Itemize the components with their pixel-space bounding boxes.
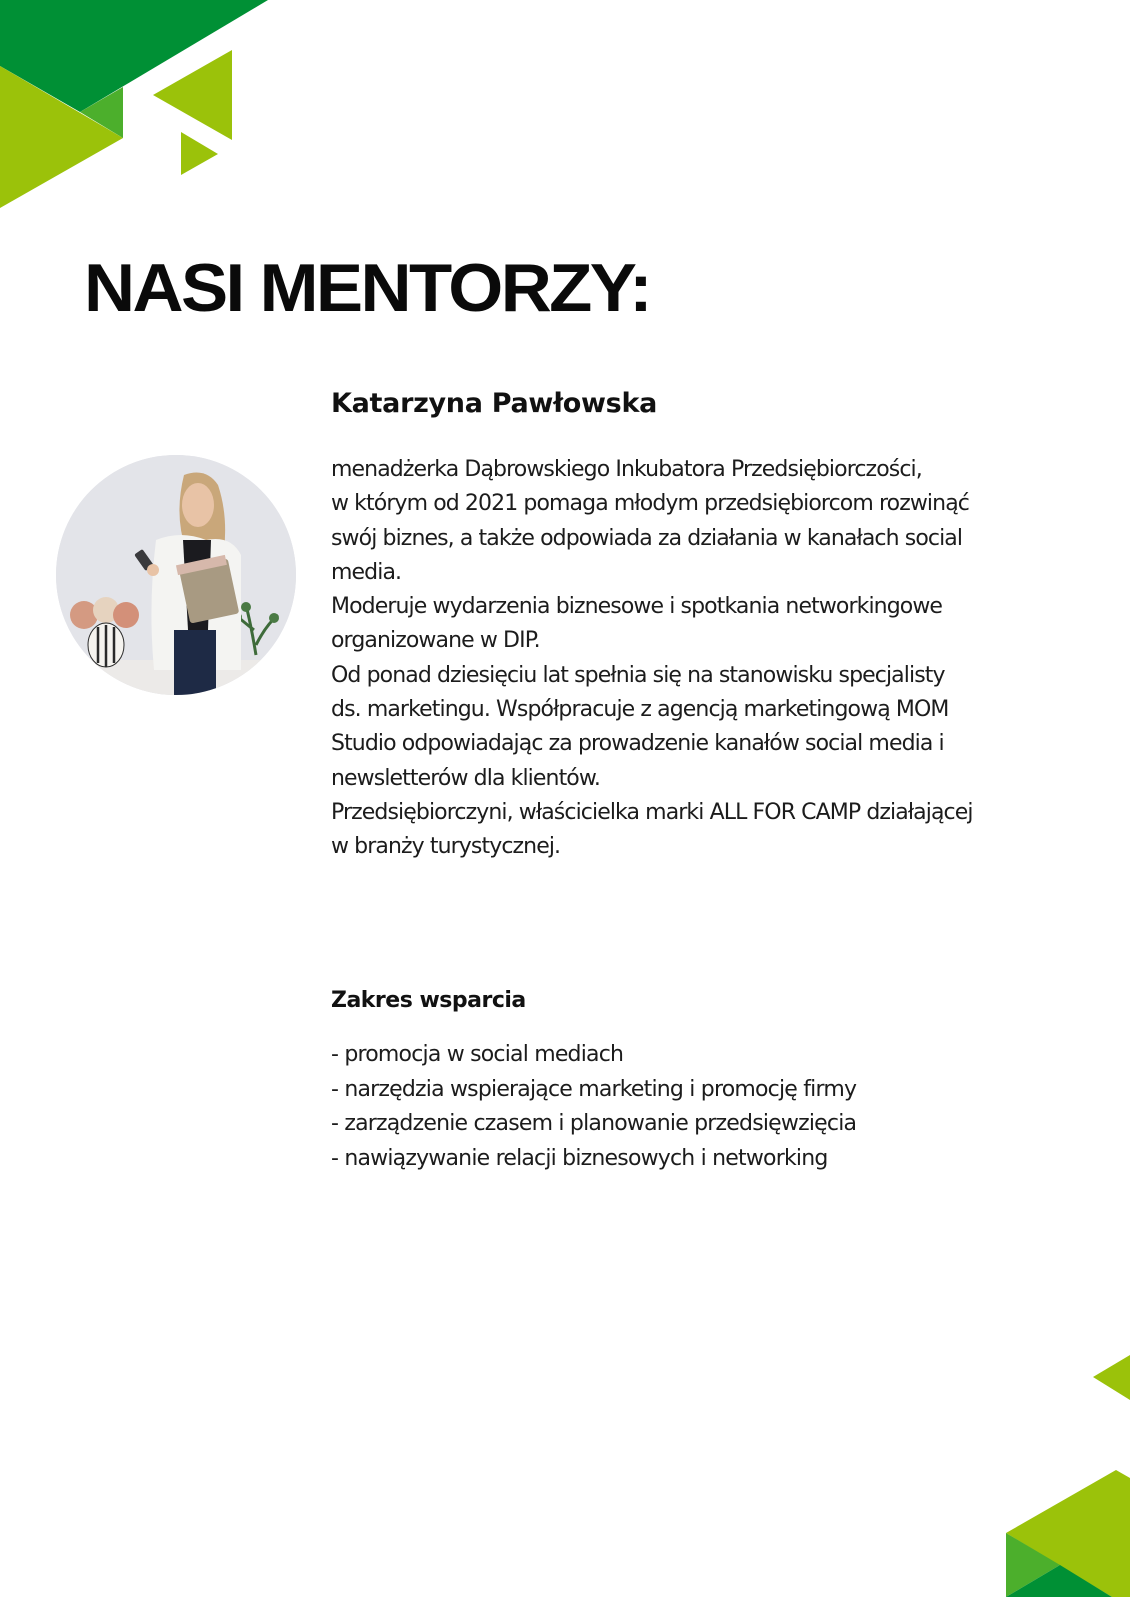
- mentor-portrait-image: [56, 455, 296, 695]
- support-item: - narzędzia wspierające marketing i promocję firmy: [331, 1076, 857, 1102]
- lime-triangle-edge: [1093, 1355, 1130, 1400]
- page-title: NASI MENTORZY:: [84, 250, 651, 326]
- bio-line: Moderuje wydarzenia biznesowe i spotkania networkingowe: [331, 594, 943, 620]
- bio-line: w którym od 2021 pomaga młodym przedsiębiorcom rozwinąć: [331, 491, 969, 517]
- support-item: - promocja w social mediach: [331, 1042, 624, 1067]
- bio-line: w branży turystycznej.: [331, 834, 561, 860]
- bottom-right-triangles-decoration: [1006, 1355, 1130, 1597]
- lime-triangle-left-pointing: [153, 50, 232, 140]
- bio-line: newsletterów dla klientów.: [331, 765, 601, 791]
- mentor-photo: [56, 455, 296, 695]
- mentor-name: Katarzyna Pawłowska: [331, 388, 658, 419]
- support-item: - nawiązywanie relacji biznesowych i networking: [331, 1145, 828, 1171]
- bio-line: Przedsiębiorczyni, właścicielka marki ALL FOR CAMP działającej: [331, 799, 973, 825]
- bio-line: Od ponad dziesięciu lat spełnia się na stanowisku specjalisty: [331, 662, 945, 688]
- bio-line: ds. marketingu. Współpracuje z agencją marketingową MOM: [331, 697, 949, 723]
- lime-triangle-small-right-pointing: [181, 132, 218, 175]
- bio-paragraph: [331, 659, 1061, 796]
- bio-paragraph: [331, 453, 1061, 590]
- bio-line: media.: [331, 559, 402, 585]
- mentor-bio: [331, 453, 1061, 865]
- top-left-triangles-decoration: [0, 0, 268, 208]
- support-item: - zarządzenie czasem i planowanie przedsięwzięcia: [331, 1111, 857, 1136]
- support-list: [331, 1038, 856, 1176]
- bio-line: menadżerka Dąbrowskiego Inkubatora Przedsiębiorczości,: [331, 457, 922, 482]
- bio-paragraph: [331, 590, 1061, 659]
- bio-line: organizowane w DIP.: [331, 628, 540, 654]
- bio-paragraph: [331, 796, 1061, 865]
- support-heading: Zakres wsparcia: [331, 988, 526, 1013]
- bio-line: Studio odpowiadając za prowadzenie kanałów social media i: [331, 731, 944, 757]
- bio-line: swój biznes, a także odpowiada za działania w kanałach social: [331, 525, 963, 551]
